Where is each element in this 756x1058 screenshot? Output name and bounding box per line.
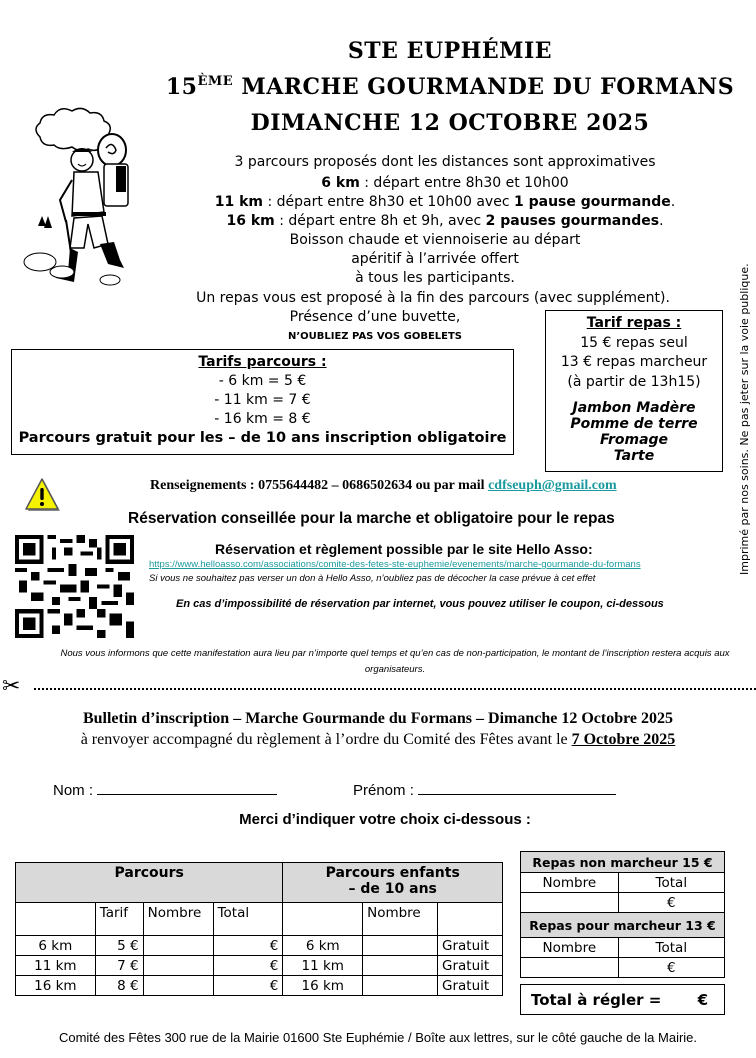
col-nombre: Nombre: [143, 903, 213, 936]
table-row: [16, 936, 503, 956]
row-child-km: 16 km: [283, 976, 363, 996]
non-marcheur-nombre-input[interactable]: [521, 893, 619, 913]
table-row: [16, 956, 503, 976]
scissors-icon: ✂: [2, 674, 21, 699]
gobelets-reminder: N’OUBLIEZ PAS VOS GOBELETS: [287, 331, 463, 342]
repas-time: (à partir de 13h15): [567, 373, 701, 390]
route-km: 16 km: [226, 213, 275, 229]
bulletin-title: Bulletin d’inscription – Marche Gourmande du Formans – Dimanche 12 Octobre 2025: [82, 710, 674, 727]
nom-input[interactable]: [97, 781, 277, 795]
menu-item: Tarte: [613, 448, 655, 464]
repas-table: [520, 851, 725, 978]
route-11km: [170, 193, 720, 212]
row-nombre-input[interactable]: [143, 956, 213, 976]
edition-number: 15: [165, 74, 198, 100]
tarif-16km: - 16 km = 8 €: [214, 411, 311, 427]
route-text: : départ entre 8h et 9h, avec: [274, 213, 486, 229]
header-child-line1: Parcours enfants: [325, 865, 460, 881]
tarifs-parcours-box: [11, 349, 514, 455]
helloasso-url: [149, 559, 641, 570]
prenom-field: [353, 781, 616, 799]
intro-heading: 3 parcours proposés dont les distances sont approximatives: [234, 154, 656, 170]
table-row: [16, 976, 503, 996]
route-km: 11 km: [214, 194, 264, 210]
non-marcheur-total-input[interactable]: €: [618, 893, 724, 913]
route-end: .: [670, 194, 676, 210]
footer-address: Comité des Fêtes 300 rue de la Mairie 01600 Ste Euphémie / Boîte aux lettres, sur le côté gauche de la Mairie.: [58, 1030, 698, 1045]
intro-line-buvette: Présence d’une buvette,: [289, 309, 461, 325]
reservation-advice: Réservation conseillée pour la marche et obligatoire pour le repas: [128, 510, 615, 527]
col-child-nombre: Nombre: [363, 903, 438, 936]
edition-suffix: ÈME: [197, 74, 234, 89]
tarif-repas-title: Tarif repas :: [586, 315, 682, 331]
route-end: .: [659, 213, 664, 229]
empty-cell: [16, 903, 96, 936]
hiker-illustration-icon: [10, 102, 155, 292]
deadline-date: 7 Octobre 2025: [571, 731, 676, 748]
menu-item: Pomme de terre: [570, 416, 698, 432]
row-km: 11 km: [16, 956, 96, 976]
row-total-input[interactable]: €: [213, 936, 283, 956]
route-pause: 2 pauses gourmandes: [485, 213, 660, 229]
total-box[interactable]: [520, 984, 725, 1015]
route-text: : départ entre 8h30 et 10h00 avec: [263, 194, 514, 210]
menu-item: Jambon Madère: [572, 400, 696, 416]
col-nombre: Nombre: [521, 873, 619, 893]
row-child-price: Gratuit: [438, 936, 503, 956]
marcheur-nombre-input[interactable]: [521, 958, 619, 978]
total-label: Total à régler =: [531, 991, 662, 1009]
menu-item: Fromage: [599, 432, 669, 448]
col-total: Total: [618, 938, 724, 958]
row-nombre-input[interactable]: [143, 976, 213, 996]
row-tarif: 7 €: [95, 956, 143, 976]
route-text: : départ entre 8h30 et 10h00: [359, 175, 569, 191]
row-km: 6 km: [16, 936, 96, 956]
free-children-note: Parcours gratuit pour les – de 10 ans inscription obligatoire: [18, 430, 507, 446]
warning-icon: [24, 478, 62, 514]
bulletin-instructions: à renvoyer accompagné du règlement à l’ordre du Comité des Fêtes avant le: [80, 731, 572, 748]
tarif-6km: - 6 km = 5 €: [218, 373, 307, 389]
route-pause: 1 pause gourmande: [513, 194, 671, 210]
intro-line-repas: Un repas vous est proposé à la fin des parcours (avec supplément).: [196, 290, 670, 306]
cut-line: [34, 688, 756, 690]
intro-line-aperitif: apéritif à l’arrivée offert: [351, 251, 519, 267]
coupon-note: En cas d’impossibilité de réservation par internet, vous pouvez utiliser le coupon, ci-dessous: [176, 598, 664, 610]
email-link[interactable]: cdfseuph@gmail.com: [488, 478, 617, 493]
weather-note: Nous vous informons que cette manifestation aura lieu par n’importe quel temps et qu’en cas de non-participation, le montant de l’inscription restera acquis aux organisateurs.: [60, 648, 730, 675]
intro-line-boisson: Boisson chaude et viennoiserie au départ: [289, 232, 581, 248]
bulletin-subtitle: [0, 731, 756, 749]
header-repas-non-marcheur: Repas non marcheur 15 €: [521, 852, 725, 873]
contact-info: [150, 478, 617, 494]
row-total-input[interactable]: €: [213, 976, 283, 996]
row-total-input[interactable]: €: [213, 956, 283, 976]
prenom-label: Prénom :: [353, 782, 414, 799]
row-nombre-input[interactable]: [143, 936, 213, 956]
prenom-input[interactable]: [418, 781, 616, 795]
row-child-nombre-input[interactable]: [363, 956, 438, 976]
col-tarif: Tarif: [95, 903, 143, 936]
title-date: DIMANCHE 12 OCTOBRE 2025: [250, 110, 650, 136]
helloasso-title: Réservation et règlement possible par le site Hello Asso:: [215, 541, 593, 557]
route-km: 6 km: [321, 175, 360, 191]
printing-note: Imprimé par nos soins. Ne pas jeter sur la voie publique.: [738, 263, 751, 575]
nom-label: Nom :: [53, 782, 94, 799]
col-total: Total: [618, 873, 724, 893]
row-child-nombre-input[interactable]: [363, 936, 438, 956]
header-parcours: Parcours: [16, 863, 283, 903]
tarif-repas-box: [545, 310, 723, 472]
route-16km: [170, 212, 720, 231]
marcheur-total-input[interactable]: €: [618, 958, 724, 978]
title-event: [150, 74, 750, 100]
row-child-nombre-input[interactable]: [363, 976, 438, 996]
empty-cell: [438, 903, 503, 936]
header-parcours-enfants: [283, 863, 503, 903]
menu-list: [546, 400, 722, 464]
row-child-price: Gratuit: [438, 956, 503, 976]
tarifs-parcours-title: Tarifs parcours :: [198, 354, 327, 370]
row-km: 16 km: [16, 976, 96, 996]
title-village: STE EUPHÉMIE: [347, 38, 553, 64]
intro-line-participants: à tous les participants.: [355, 270, 515, 286]
route-6km: [170, 174, 720, 193]
nom-field: [53, 781, 277, 799]
header-child-line2: – de 10 ans: [348, 881, 437, 897]
total-currency: €: [697, 991, 708, 1009]
event-name: MARCHE GOURMANDE DU FORMANS: [233, 74, 735, 100]
tarif-11km: - 11 km = 7 €: [214, 392, 311, 408]
row-child-km: 6 km: [283, 936, 363, 956]
helloasso-link[interactable]: https://www.helloasso.com/associations/comite-des-fetes-ste-euphemie/evenements/marche-gourmande-du-formans: [149, 559, 641, 570]
qr-code-icon[interactable]: [12, 535, 137, 638]
repas-seul-price: 15 € repas seul: [580, 334, 688, 351]
col-total: Total: [213, 903, 283, 936]
row-tarif: 8 €: [95, 976, 143, 996]
header-repas-marcheur: Repas pour marcheur 13 €: [521, 913, 725, 938]
contact-phones: Renseignements : 0755644482 – 0686502634 ou par mail: [150, 478, 489, 493]
repas-marcheur-price: 13 € repas marcheur: [560, 354, 708, 370]
parcours-table: [15, 862, 503, 996]
row-tarif: 5 €: [95, 936, 143, 956]
choice-instruction: Merci d’indiquer votre choix ci-dessous :: [239, 811, 531, 828]
row-child-km: 11 km: [283, 956, 363, 976]
empty-cell: [283, 903, 363, 936]
row-child-price: Gratuit: [438, 976, 503, 996]
col-nombre: Nombre: [521, 938, 619, 958]
don-note: Si vous ne souhaitez pas verser un don à Hello Asso, n’oubliez pas de décocher la case prévue à cet effet: [149, 573, 596, 584]
